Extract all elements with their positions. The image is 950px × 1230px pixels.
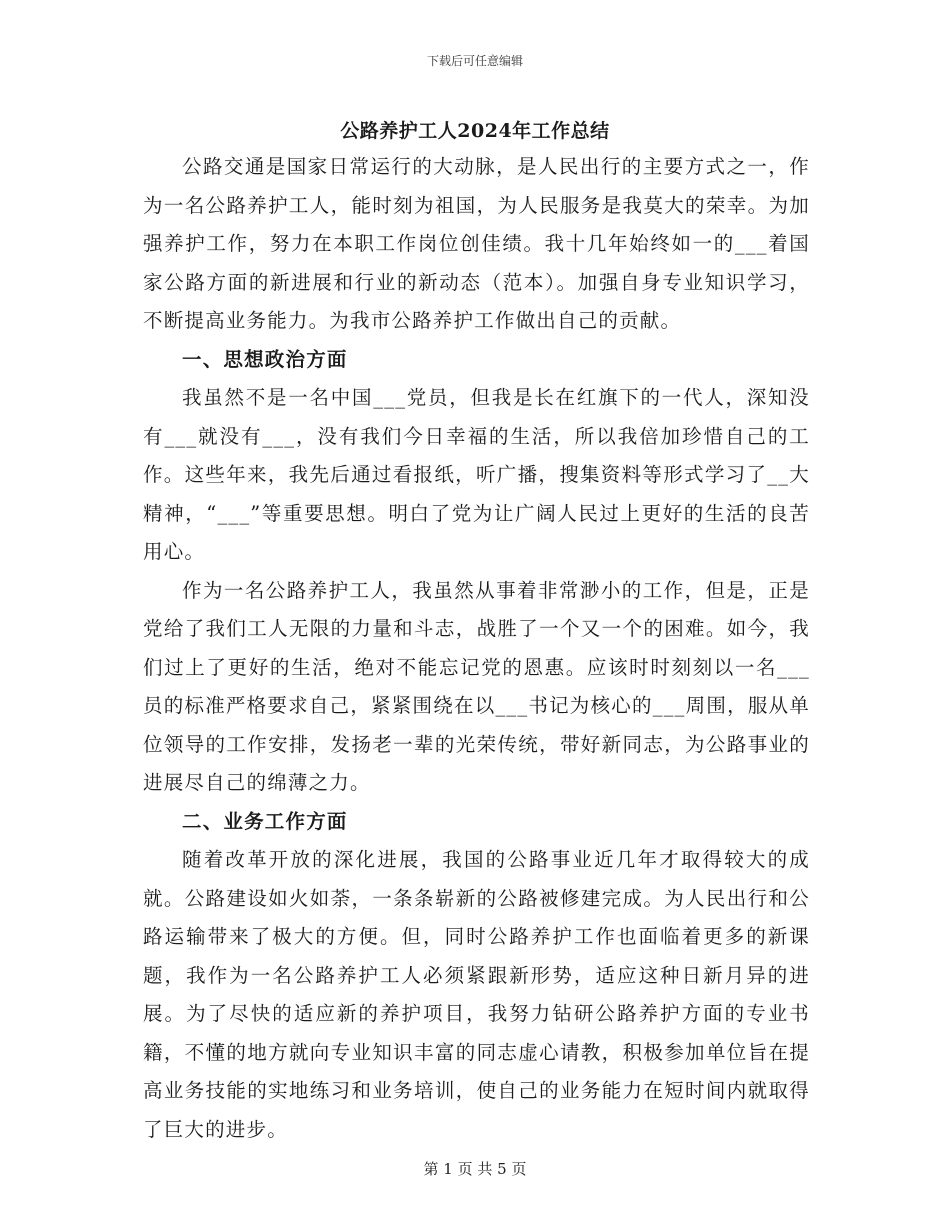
section-heading-political: 一、思想政治方面 xyxy=(182,347,348,371)
paragraph-intro: 公路交通是国家日常运行的大动脉，是人民出行的主要方式之一，作为一名公路养护工人，能时刻为祖国，为人民服务是我莫大的荣幸。为加强养护工作，努力在本职工作岗位创佳绩。我十几年始终如一的___着国家公路方面的新进展和行业的新动态（范本）。加强自身专业知识学习，不断提高业务能力。为我市公路养护工作做出自己的贡献。 xyxy=(143,155,810,332)
paragraph-business-1: 随着改革开放的深化进展，我国的公路事业近几年才取得较大的成就。公路建设如火如荼，一条条崭新的公路被修建完成。为人民出行和公路运输带来了极大的方便。但，同时公路养护工作也面临着更多的新课题，我作为一名公路养护工人必须紧跟新形势，适应这种日新月异的进展。为了尽快的适应新的养护项目，我努力钻研公路养护方面的专业书籍，不懂的地方就向专业知识丰富的同志虚心请教，积极参加单位旨在提高业务技能的实地练习和业务培训，使自己的业务能力在短时间内就取得了巨大的进步。 xyxy=(143,848,810,1141)
paragraph-political-2: 作为一名公路养护工人，我虽然从事着非常渺小的工作，但是，正是党给了我们工人无限的力量和斗志，战胜了一个又一个的困难。如今，我们过上了更好的生活，绝对不能忘记党的恩惠。应该时时刻刻以一名___员的标准严格要求自己，紧紧围绕在以___书记为核心的___周围，服从单位领导的工作安排，发扬老一辈的光荣传统，带好新同志，为公路事业的进展尽自己的绵薄之力。 xyxy=(143,578,810,794)
section-heading-business: 二、业务工作方面 xyxy=(182,809,348,833)
header-note: 下载后可任意编辑 xyxy=(426,54,523,68)
document-title: 公路养护工人2024年工作总结 xyxy=(340,120,610,142)
page-footer: 第 1 页 共 5 页 xyxy=(423,1160,527,1178)
document-body xyxy=(143,148,810,1149)
paragraph-political-1: 我虽然不是一名中国___党员，但我是长在红旗下的一代人，深知没有___就没有___，没有我们今日幸福的生活，所以我倍加珍惜自己的工作。这些年来，我先后通过看报纸，听广播，搜集资料等形式学习了__大精神，“___”等重要思想。明白了党为让广阔人民过上更好的生活的良苦用心。 xyxy=(143,386,810,563)
